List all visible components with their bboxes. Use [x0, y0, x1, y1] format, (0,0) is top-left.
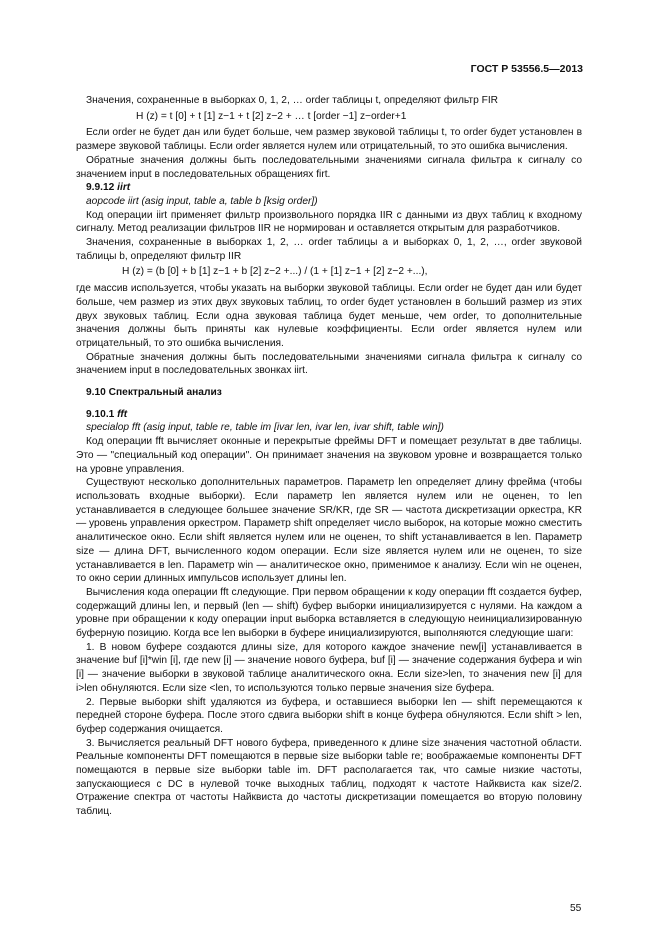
paragraph: Код операции fft вычисляет оконные и перекрытые фреймы DFT и помещает результат в две таблицы. Это — "специальный код операции". Он принимает значения на звуковом уровне и возвращается только на уровне управления.: [76, 436, 582, 475]
paragraph: Вычисления кода операции fft следующие. При первом обращении к коду операции fft создается буфер, содержащий длины len, и первый (len — shift) буфер выборки инициализируется с нулями. На каждом а уровне при обращении к коду операции input выборка вставляется в следующую неинициализированную буферную позицию. Когда все len выборки в буфере инициализируются, выполняются следующие шаги:: [76, 586, 582, 640]
section-number: 9.9.12: [86, 182, 115, 194]
section-number: 9.10.1: [86, 408, 115, 420]
section-heading-9-9-12: [76, 181, 582, 195]
paragraph: 2. Первые выборки shift удаляются из буфера, и оставшиеся выборки len — shift перемещаются к передней стороне буфера. После этого сдвига выборки shift в конце буфера обнуляются. Если shift > len, буфер содержания очищается.: [76, 696, 582, 735]
section-heading-9-10-1: [76, 408, 582, 422]
syntax-fft: specialop fft (asig input, table re, table im [ivar len, ivar len, ivar shift, table win]): [86, 422, 444, 434]
section-name: iirt: [117, 182, 131, 194]
paragraph: Значения, сохраненные в выборках 1, 2, … order таблицы a и выборках 0, 1, 2, …, order звуковой таблицы b, определяют фильтр IIR: [76, 237, 582, 262]
page-number: 55: [570, 903, 582, 914]
paragraph: Если order не будет дан или будет больше, чем размер звуковой таблицы t, то order будет установлен в размере звуковой таблицы. Если order является нулем или отрицательный, то это ошибка вычисления.: [76, 127, 582, 153]
page-body: [76, 94, 582, 819]
paragraph: Обратные значения должны быть последовательными значениями сигнала фильтра к сигналу со значением input в последовательных обращениях firt.: [76, 154, 582, 180]
paragraph: 3. Вычисляется реальный DFT нового буфера, приведенного к длине size значения частотной области. Реальные компоненты DFT помещаются в первые size выборки table re; воображаемые компоненты DFT помещаются в первые size выборки table im. DFT располагается так, что самые низкие частоты, запускающиеся с DC в нулевой точке выходных таблиц, подходят к частоте Найквиста как size/2. Отражение спектра от частоты Найквиста до частоты дискретизации помещается во вторую половину таблиц.: [76, 737, 582, 818]
syntax-iirt: aopcode iirt (asig input, table a, table b [ksig order]): [86, 195, 318, 207]
paragraph: Код операции iirt применяет фильтр произвольного порядка IIR с данными из двух таблиц к входному сигналу. Метод реализации фильтров IIR не нормирован и оставляется открытым для разработчиков.: [76, 209, 582, 235]
paragraph: Значения, сохраненные в выборках 0, 1, 2, … order таблицы t, определяют фильтр FIR: [86, 95, 499, 106]
formula-fir: H (z) = t [0] + t [1] z−1 + t [2] z−2 + … t [order −1] z−order+1: [136, 110, 407, 122]
formula-iir: H (z) = (b [0] + b [1] z−1 + b [2] z−2 +...) / (1 + [1] z−1 + [2] z−2 +...),: [122, 266, 428, 278]
paragraph: Существуют несколько дополнительных параметров. Параметр len определяет длину фрейма (чтобы использовать входные выборки). Если параметр len является нулем или не оценен, то len устанавливается в следующее большее значение SR/KR, где SR — частота дискретизации оркестра, KR — уровень управления оркестром. Параметр shift определяет число выборок, на которые можно сместить аналитическое окно. Если shift является нулем или не оценен, то shift устанавливается в len. Параметр size — длина DFT, вычисленного кодом операции. Если size является нулем или не оценен, то size устанавливается в len. Параметр win — аналитическое окно, применимое к анализу. Если win не оценен, то окно серии длинных импульсов использует длины len.: [76, 477, 582, 585]
document-header: ГОСТ Р 53556.5—2013: [470, 63, 583, 75]
section-heading-9-10: 9.10 Спектральный анализ: [86, 387, 222, 399]
section-name: fft: [117, 408, 128, 420]
paragraph: 1. В новом буфере создаются длины size, для которого каждое значение new[i] устанавливается в значение buf [i]*win [i], где new [i] — значение нового буфера, buf [i] — значение содержания буфера и win [i] — значение выборки в звуковой таблице аналитического окна. Если size>len, то значения new [i] для i>len обнуляются. Если size <len, то используются только первые значения size буфера.: [76, 641, 582, 694]
paragraph: Обратные значения должны быть последовательными значениями сигнала фильтра к сигналу со значением input в последовательных звонках iirt.: [76, 351, 582, 377]
paragraph: где массив используется, чтобы указать на выборки звуковой таблицы. Если order не будет дан или будет больше, чем размер из этих двух звуковых таблиц, то order будет установлен в больший размер из этих двух звуковых таблиц. Если одна звуковая таблица будет меньше, чем order, то дополнительные значения должны быть приняты как нулевые коэффициенты. Если order является нулем или отрицательный, то это ошибка вычисления.: [76, 283, 582, 349]
